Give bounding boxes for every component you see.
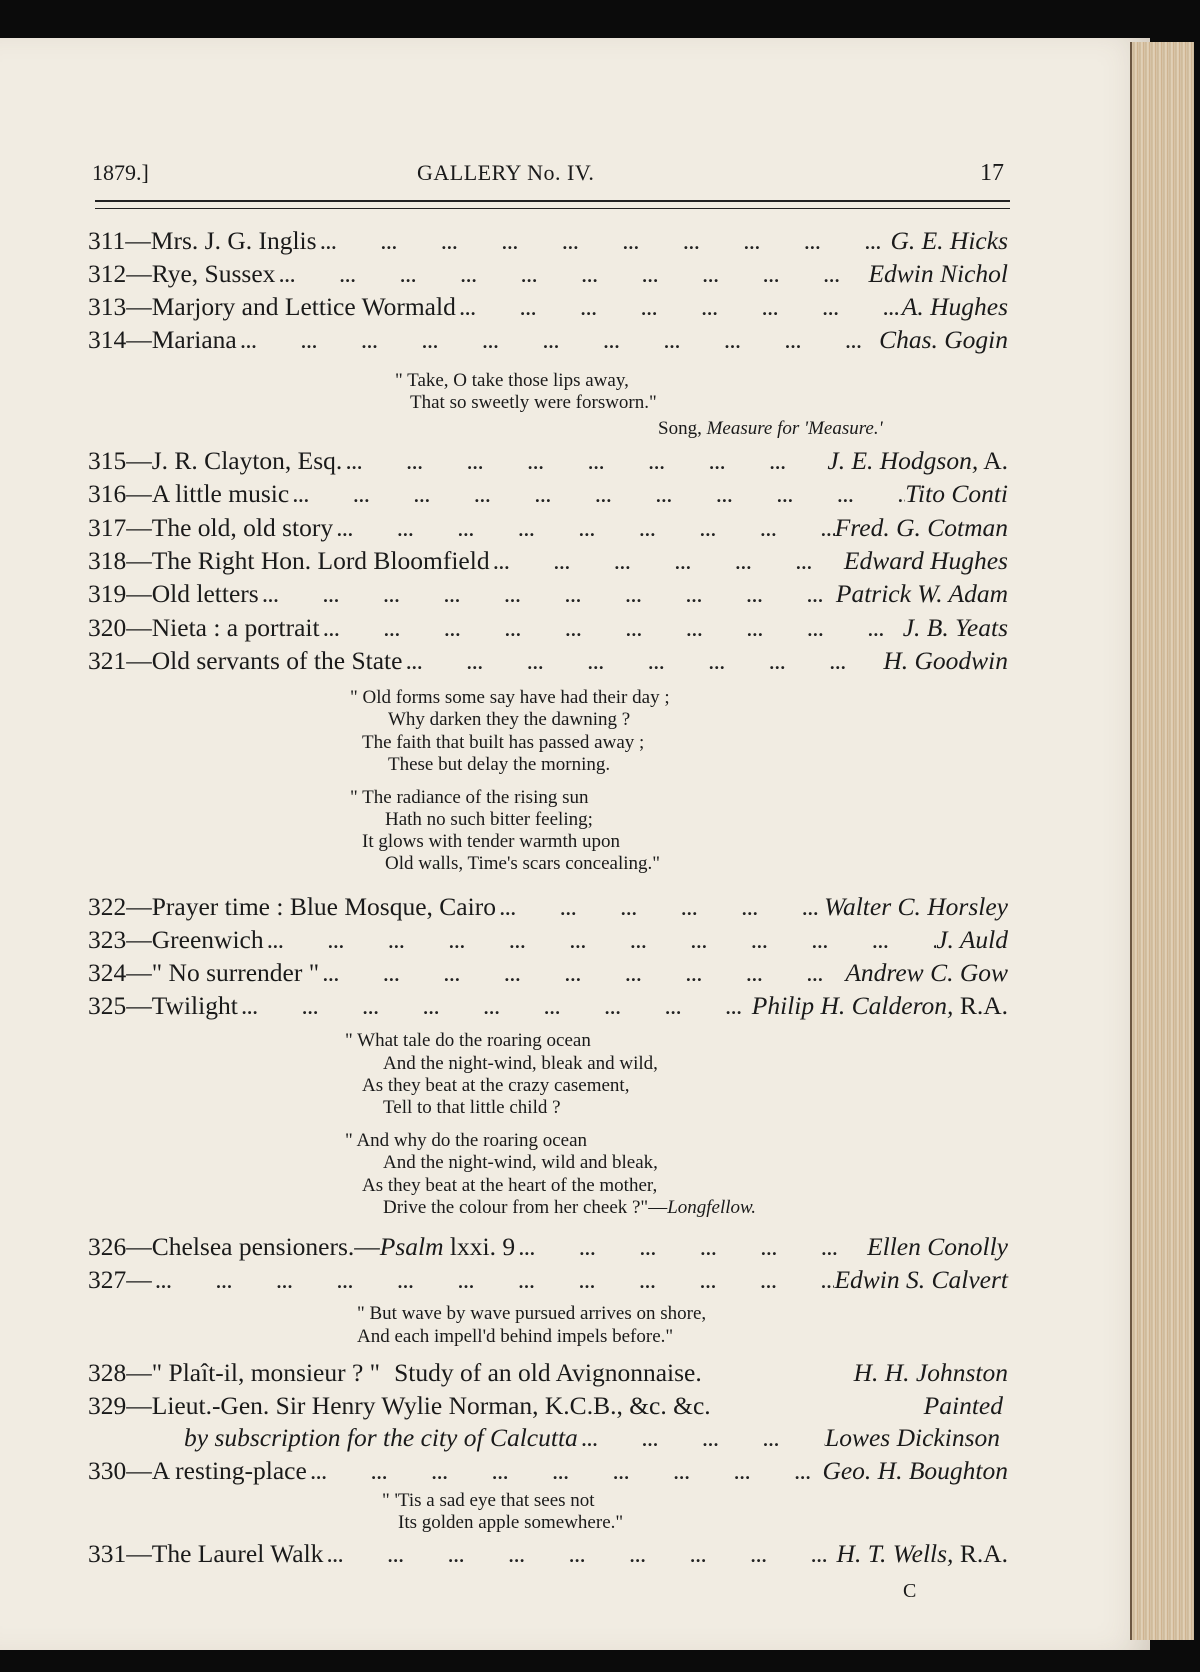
header-rule xyxy=(95,200,1010,202)
catalogue-entry xyxy=(88,225,1008,257)
leader-dots xyxy=(515,1233,867,1265)
entry-title: 323—Greenwich xyxy=(88,925,264,954)
quote-line: It glows with tender warmth upon xyxy=(362,831,621,852)
entry-artist: J. B. Yeats xyxy=(902,613,1008,642)
catalogue-entry xyxy=(88,1231,1008,1263)
quote-line: As they beat at the heart of the mother, xyxy=(362,1175,658,1196)
quote-line: That so sweetly were forsworn." xyxy=(410,392,657,413)
entry-artist xyxy=(752,990,1008,1022)
entry-artist: Edward Hughes xyxy=(843,546,1008,575)
leader-dots xyxy=(496,893,824,925)
entry-artist: Andrew C. Gow xyxy=(845,958,1008,987)
entry-artist: Edwin S. Calvert xyxy=(834,1265,1008,1294)
quote-line: " And why do the roaring ocean xyxy=(345,1130,588,1151)
catalogue-entry xyxy=(88,990,1008,1022)
leader-dots xyxy=(319,959,845,991)
page-number: 17 xyxy=(980,160,1004,186)
artist-name: H. T. Wells, xyxy=(836,1539,954,1568)
quote-line: These but delay the morning. xyxy=(388,754,611,775)
signature-mark: C xyxy=(903,1580,917,1602)
quote-line: " Old forms some say have had their day ; xyxy=(350,687,670,708)
quote-line: " Take, O take those lips away, xyxy=(395,370,629,391)
catalogue-entry xyxy=(88,291,1008,323)
entry-artist: Patrick W. Adam xyxy=(835,579,1008,608)
header-rule-thin xyxy=(95,208,1010,209)
quote-attribution xyxy=(658,418,883,440)
catalogue-entry xyxy=(88,1538,1008,1570)
entry-artist: G. E. Hicks xyxy=(890,226,1008,255)
entry-title: 324—" No surrender " xyxy=(88,958,320,987)
catalogue-entry xyxy=(88,258,1008,290)
entry-title-italic: Psalm xyxy=(379,1232,444,1261)
entry-title: 329—Lieut.-Gen. Sir Henry Wylie Norman, K.C.B., &c. &c. xyxy=(88,1391,711,1420)
quote-attribution-title: Measure for 'Measure.' xyxy=(706,418,883,439)
entry-title: 315—J. R. Clayton, Esq. xyxy=(88,446,343,475)
catalogue-entry xyxy=(88,1357,1008,1389)
entry-title: 321—Old servants of the State xyxy=(88,646,403,675)
artist-suffix: A. xyxy=(978,446,1008,475)
leader-dots xyxy=(402,647,883,679)
leader-dots xyxy=(307,1457,823,1489)
leader-dots xyxy=(333,514,835,546)
catalogue-entry xyxy=(88,324,1008,356)
entry-artist: H. Goodwin xyxy=(883,646,1008,675)
quote-author: Longfellow. xyxy=(667,1197,757,1218)
entry-artist: Chas. Gogin xyxy=(879,325,1008,354)
quote-line: Old walls, Time's scars concealing." xyxy=(385,853,661,874)
entry-artist: Tito Conti xyxy=(905,479,1008,508)
leader-dots xyxy=(317,227,891,259)
entry-title: by subscription for the city of Calcutta xyxy=(184,1423,578,1452)
catalogue-entry xyxy=(88,445,1008,477)
entry-artist: Walter C. Horsley xyxy=(824,892,1008,921)
entry-title: 320—Nieta : a portrait xyxy=(88,613,320,642)
leader-dots xyxy=(264,926,937,958)
leader-dots xyxy=(323,1540,836,1572)
entry-subtitle: Study of an old Avignonnaise. xyxy=(394,1358,702,1387)
leader-dots xyxy=(456,293,902,325)
entry-title: 313—Marjory and Lettice Wormald xyxy=(88,292,456,321)
catalogue-entry-continuation xyxy=(184,1422,1000,1454)
quote-line: " What tale do the roaring ocean xyxy=(345,1030,591,1051)
catalogue-entry xyxy=(88,1455,1008,1487)
catalogue-entry xyxy=(88,924,1008,956)
entry-title: 318—The Right Hon. Lord Bloomfield xyxy=(88,546,490,575)
entry-title: 328—" Plaît-il, monsieur ? " xyxy=(88,1358,381,1387)
entry-artist: Painted xyxy=(923,1391,1003,1420)
catalogue-entry xyxy=(88,578,1008,610)
quote-line: " The radiance of the rising sun xyxy=(350,787,589,808)
book-page-edges xyxy=(1130,42,1194,1640)
leader-dots xyxy=(320,614,903,646)
quote-attribution-prefix: Song, xyxy=(658,418,702,439)
entry-artist: H. H. Johnston xyxy=(853,1358,1008,1387)
header-year: 1879.] xyxy=(92,160,149,185)
entry-title: 316—A little music xyxy=(88,479,290,508)
entry-title: 311—Mrs. J. G. Inglis xyxy=(88,226,317,255)
leader-dots xyxy=(289,480,905,512)
catalogue-entry xyxy=(88,957,1008,989)
entry-title: 330—A resting-place xyxy=(88,1456,307,1485)
quote-line: " 'Tis a sad eye that sees not xyxy=(382,1490,595,1511)
entry-artist: J. Auld xyxy=(936,925,1008,954)
quote-line: And the night-wind, bleak and wild, xyxy=(383,1053,658,1074)
entry-artist: Fred. G. Cotman xyxy=(834,513,1008,542)
entry-title xyxy=(88,1231,515,1263)
leader-dots xyxy=(342,447,827,479)
leader-dots xyxy=(152,1266,835,1298)
artist-name: J. E. Hodgson, xyxy=(827,446,979,475)
artist-name: Philip H. Calderon, xyxy=(751,991,954,1020)
entry-title: 322—Prayer time : Blue Mosque, Cairo xyxy=(88,892,496,921)
entry-title: 319—Old letters xyxy=(88,579,259,608)
quote-line: Its golden apple somewhere." xyxy=(398,1512,624,1533)
leader-dots xyxy=(578,1424,825,1456)
book-page xyxy=(0,38,1150,1650)
entry-title: 317—The old, old story xyxy=(88,513,334,542)
catalogue-entry xyxy=(88,478,1008,510)
quote-line: Hath no such bitter feeling; xyxy=(385,809,593,830)
entry-title: 331—The Laurel Walk xyxy=(88,1539,324,1568)
catalogue-entry xyxy=(88,891,1008,923)
catalogue-entry xyxy=(88,512,1008,544)
entry-artist: Geo. H. Boughton xyxy=(822,1456,1008,1485)
quote-line: Tell to that little child ? xyxy=(383,1097,561,1118)
entry-title: 312—Rye, Sussex xyxy=(88,259,276,288)
leader-dots xyxy=(490,547,844,579)
entry-title: 325—Twilight xyxy=(88,991,238,1020)
catalogue-entry xyxy=(88,645,1008,677)
artist-suffix: R.A. xyxy=(953,991,1008,1020)
quote-line: And each impell'd behind impels before." xyxy=(357,1326,674,1347)
leader-dots xyxy=(275,260,868,292)
entry-artist: Ellen Conolly xyxy=(867,1232,1008,1261)
quote-line: Why darken they the dawning ? xyxy=(388,709,631,730)
entry-artist xyxy=(837,1538,1008,1570)
header-title: GALLERY No. IV. xyxy=(417,160,595,185)
leader-dots xyxy=(237,326,879,358)
catalogue-entry xyxy=(88,1264,1008,1296)
entry-artist: Edwin Nichol xyxy=(868,259,1008,288)
entry-title-main: 326—Chelsea pensioners.— xyxy=(88,1232,380,1261)
catalogue-entry xyxy=(88,1390,1008,1422)
quote-line xyxy=(383,1197,756,1219)
quote-line: " But wave by wave pursued arrives on shore, xyxy=(357,1303,707,1324)
entry-artist xyxy=(827,445,1008,477)
entry-artist: Lowes Dickinson xyxy=(825,1423,1000,1452)
quote-text: Drive the colour from her cheek ?"— xyxy=(383,1197,668,1218)
quote-line: And the night-wind, wild and bleak, xyxy=(383,1152,658,1173)
leader-dots xyxy=(238,992,752,1024)
catalogue-entry xyxy=(88,545,1008,577)
quote-line: As they beat at the crazy casement, xyxy=(362,1075,630,1096)
entry-artist: A. Hughes xyxy=(901,292,1008,321)
leader-dots xyxy=(259,580,836,612)
catalogue-entry xyxy=(88,612,1008,644)
quote-line: The faith that built has passed away ; xyxy=(362,732,645,753)
entry-title-tail: lxxi. 9 xyxy=(443,1232,516,1261)
artist-suffix: R.A. xyxy=(953,1539,1008,1568)
entry-title: 314—Mariana xyxy=(88,325,237,354)
entry-title: 327— xyxy=(88,1265,152,1294)
